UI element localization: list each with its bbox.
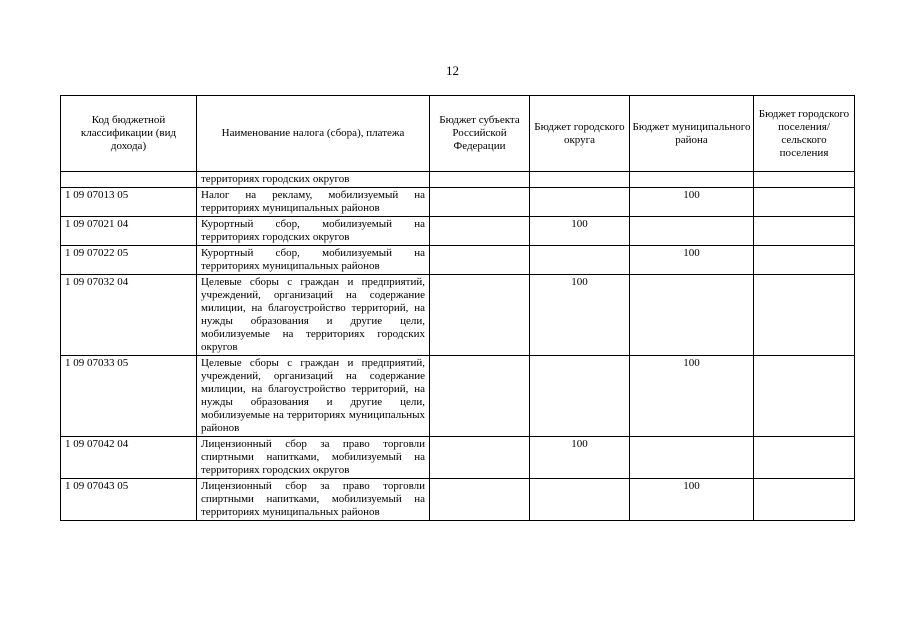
row-settlement-value [754,479,855,521]
row-city-value [530,246,630,275]
table-row [61,356,855,437]
row-code: 1 09 07042 04 [61,437,197,479]
row-name: Целевые сборы с граждан и предприятий, учреждений, организаций на содержание милиции, на благоустройство территорий, на нужды образования и другие цели, мобилизуемые на территориях муниципальных районов [197,356,430,437]
row-subject-value [430,356,530,437]
row-name: Лицензионный сбор за право торговли спиртными напитками, мобилизуемый на территориях муниципальных районов [197,479,430,521]
row-subject-value [430,275,530,356]
header-municipal-budget: Бюджет муниципального района [630,96,754,172]
row-settlement-value [754,217,855,246]
row-city-value: 100 [530,275,630,356]
row-municipal-value [630,437,754,479]
table-row [61,479,855,521]
page-number: 12 [446,63,459,78]
row-code: 1 09 07013 05 [61,188,197,217]
row-name: Налог на рекламу, мобилизуемый на территориях муниципальных районов [197,188,430,217]
row-settlement-value [754,246,855,275]
row-code: 1 09 07043 05 [61,479,197,521]
row-code [61,172,197,188]
row-city-value [530,172,630,188]
row-settlement-value [754,275,855,356]
row-municipal-value [630,217,754,246]
row-code: 1 09 07033 05 [61,356,197,437]
header-code: Код бюджетной классификации (вид дохода) [61,96,197,172]
row-name: Целевые сборы с граждан и предприятий, учреждений, организаций на содержание милиции, на благоустройство территорий, на нужды образования и другие цели, мобилизуемые на территориях городских округов [197,275,430,356]
row-subject-value [430,172,530,188]
row-municipal-value: 100 [630,246,754,275]
row-city-value: 100 [530,217,630,246]
row-name: Курортный сбор, мобилизуемый на территориях муниципальных районов [197,246,430,275]
row-municipal-value [630,172,754,188]
table-row [61,246,855,275]
row-name: Курортный сбор, мобилизуемый на территориях городских округов [197,217,430,246]
table-row [61,217,855,246]
row-subject-value [430,437,530,479]
row-code: 1 09 07032 04 [61,275,197,356]
row-municipal-value [630,275,754,356]
row-settlement-value [754,172,855,188]
row-city-value [530,479,630,521]
header-subject-budget: Бюджет субъекта Российской Федерации [430,96,530,172]
row-subject-value [430,479,530,521]
row-city-value [530,188,630,217]
row-code: 1 09 07021 04 [61,217,197,246]
row-subject-value [430,188,530,217]
row-subject-value [430,246,530,275]
table-row [61,172,855,188]
row-name: территориях городских округов [197,172,430,188]
row-settlement-value [754,356,855,437]
row-municipal-value: 100 [630,479,754,521]
header-settlement-budget: Бюджет городского поселения/ сельского поселения [754,96,855,172]
row-subject-value [430,217,530,246]
row-municipal-value: 100 [630,188,754,217]
header-city-budget: Бюджет городского округа [530,96,630,172]
table-header-row [61,96,855,172]
row-settlement-value [754,437,855,479]
table-row [61,437,855,479]
budget-classification-table [60,95,855,521]
row-settlement-value [754,188,855,217]
header-name: Наименование налога (сбора), платежа [197,96,430,172]
row-city-value [530,356,630,437]
row-municipal-value: 100 [630,356,754,437]
row-name: Лицензионный сбор за право торговли спиртными напитками, мобилизуемый на территориях городских округов [197,437,430,479]
table-row [61,188,855,217]
row-city-value: 100 [530,437,630,479]
row-code: 1 09 07022 05 [61,246,197,275]
table-row [61,275,855,356]
